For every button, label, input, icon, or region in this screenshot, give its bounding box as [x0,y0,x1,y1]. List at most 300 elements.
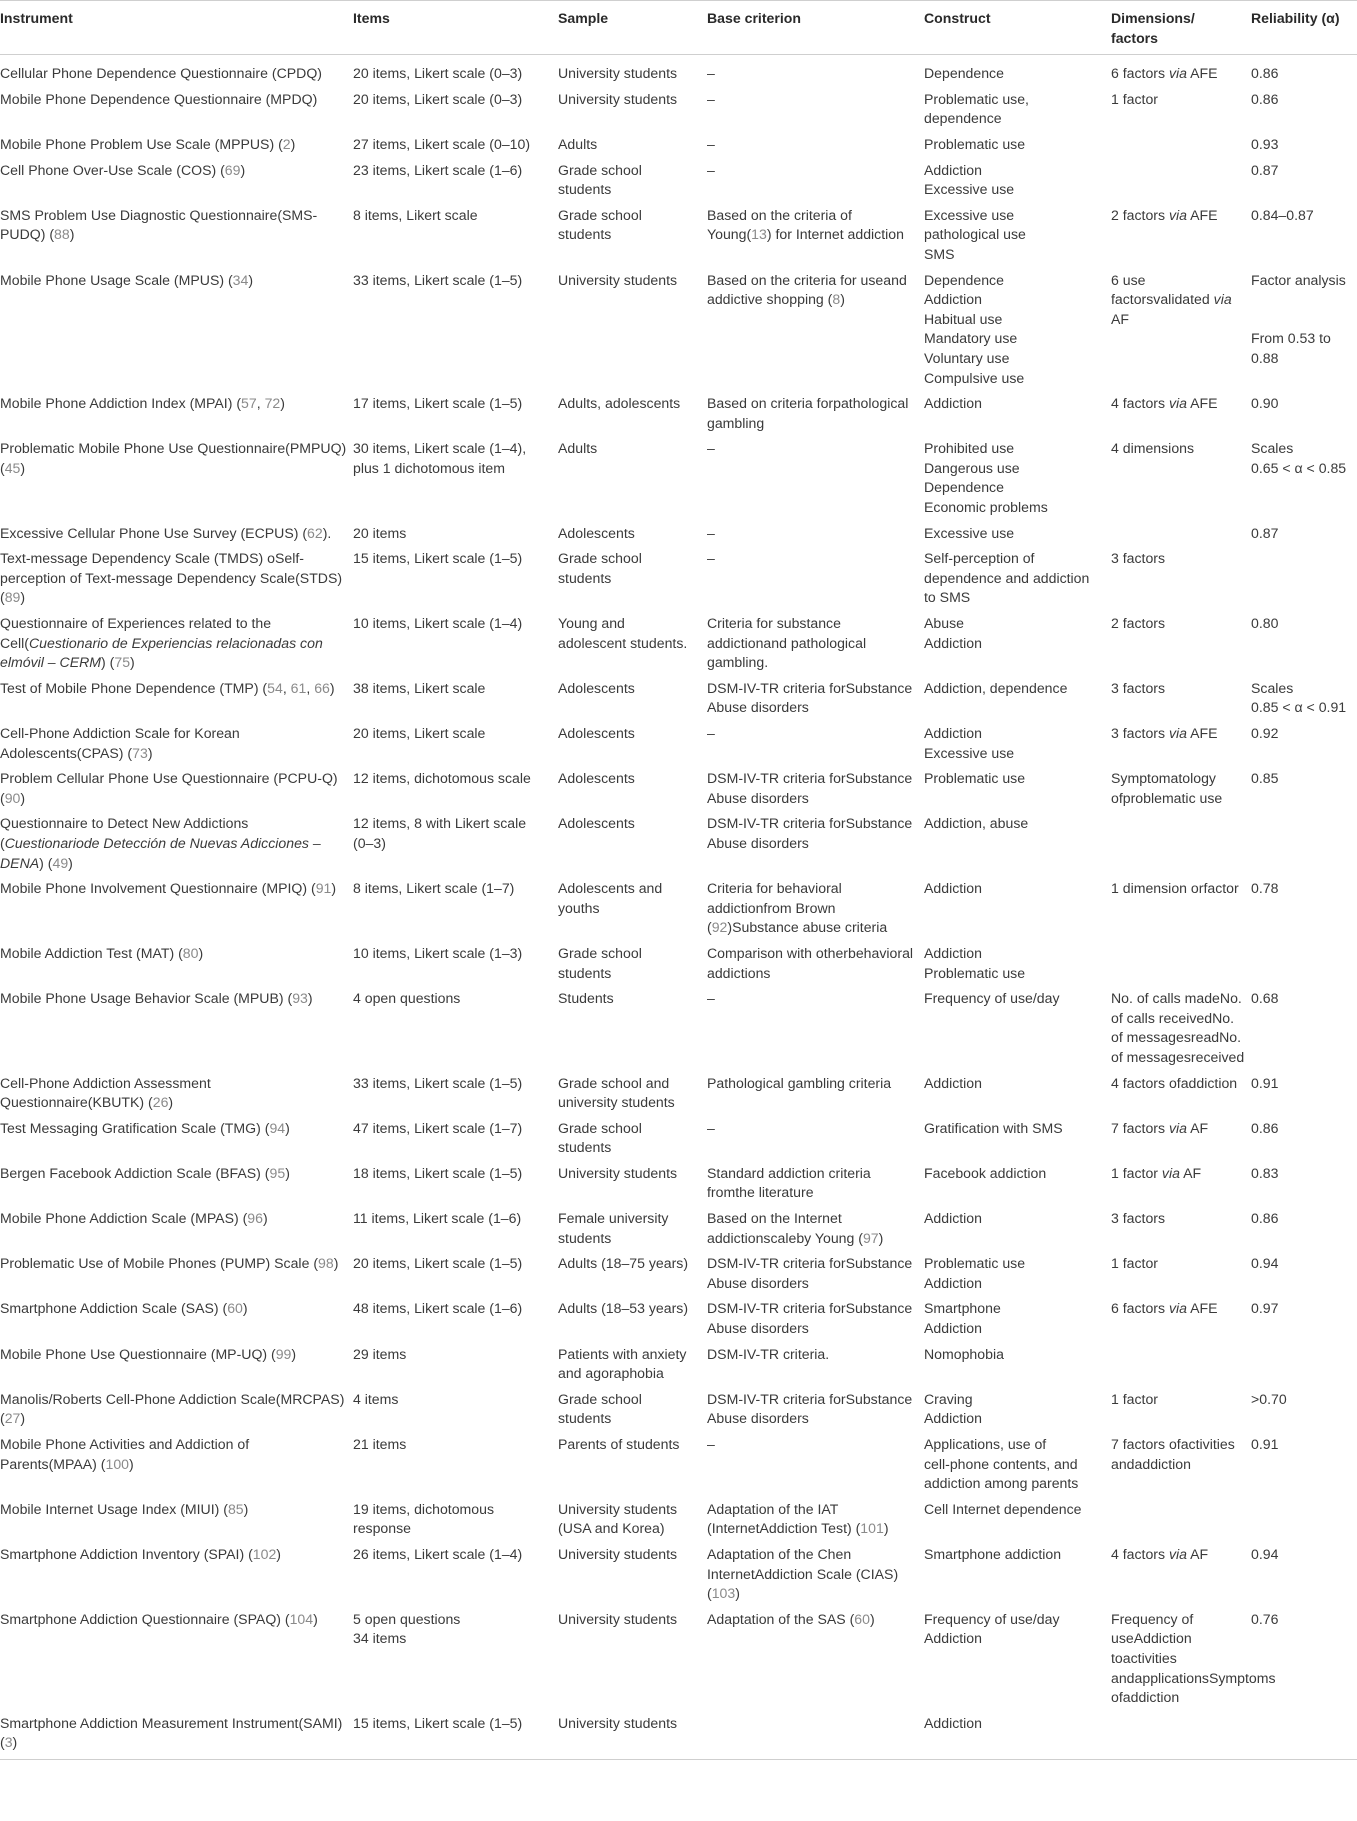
cell-reliability [1251,721,1357,766]
cell-line: (0–3) [353,834,386,851]
cell-line: dependence and addiction [924,569,1090,586]
cell-text: (STDS) ( [0,569,343,606]
table-row [0,203,1357,268]
reference-number: 104 [289,1610,314,1627]
cell-sample [558,1071,707,1116]
cell-text: Mobile Phone Involvement Questionnaire (MPIQ) ( [0,880,316,897]
cell-text: ) [280,395,285,412]
cell-sample [558,268,707,392]
cell-sample [558,203,707,268]
cell-text: ) [285,1164,290,1181]
reference-number: 13 [751,226,767,243]
reference-number: 93 [292,990,308,1007]
cell-instrument [0,811,353,876]
cell-text: DSM-IV-TR criteria for [707,1300,846,1317]
table-row [0,521,1357,547]
cell-text: – [707,161,715,178]
cell-text: (SAMI) ( [0,1714,343,1751]
cell-instrument [0,1542,353,1607]
cell-sample [558,391,707,436]
cell-line: Grade school [558,944,642,961]
cell-items [353,268,558,392]
cell-text: activities and [1111,1649,1177,1686]
cell-text: ) [12,1734,18,1751]
cell-base-criterion [707,1296,924,1341]
cell-items [353,986,558,1070]
cell-base-criterion [707,1342,924,1387]
cell-base-criterion [707,436,924,520]
cell-line: Abuse [924,615,964,632]
reference-number: 34 [232,271,249,288]
cell-text: Text-message Dependency Scale (TMDS) o [0,550,275,567]
cell-line: 20 items, Likert scale (0–3) [353,65,523,82]
cell-base-criterion [707,1711,924,1760]
cell-text: addiction [1122,1689,1180,1706]
cell-line: 20 items [353,524,407,541]
cell-text: DSM-IV-TR criteria for [707,770,846,787]
cell-line: Problematic use, [924,90,1029,107]
cell-items [353,55,558,87]
cell-text: addiction [1180,1074,1238,1091]
reference-number: 99 [275,1345,292,1362]
cell-text: ) [198,944,204,961]
cell-items [353,391,558,436]
cell-text: via [1168,206,1187,223]
cell-text: via [1168,1119,1187,1136]
cell-base-criterion [707,1071,924,1116]
reference-number: 100 [105,1455,129,1472]
cell-text: via [1213,291,1232,308]
reference-number: 73 [132,744,148,761]
cell-text: Substance Abuse disorders [707,1390,913,1427]
cell-instrument [0,55,353,87]
header-dimensions: Dimensions/ factors [1111,1,1251,55]
cell-text: (SMS-PUDQ) ( [0,206,318,243]
cell-line: Addiction [924,634,982,651]
table-row [0,436,1357,520]
cell-text: ) [242,1300,248,1317]
cell-text: (MRCPAS) ( [0,1390,345,1427]
cell-text: ) [840,291,845,308]
header-row [0,1,1357,55]
cell-items [353,676,558,721]
reference-number: 62 [307,524,323,541]
cell-sample [558,55,707,87]
cell-text: de Detección de Nuevas Adicciones – DENA [0,834,321,871]
cell-items [353,1607,558,1711]
cell-reliability [1251,676,1357,721]
cell-line: Self-perception of [924,550,1035,567]
cell-items [353,1206,558,1251]
cell-text: factor [1203,880,1239,897]
cell-text: Test of Mobile Phone Dependence (TMP) ( [0,679,268,696]
cell-text: AFE [1187,395,1218,412]
cell-reliability [1251,1607,1357,1711]
cell-line: Adults (18–75 years) [558,1255,689,1272]
cell-text: Substance Abuse disorders [707,815,913,851]
cell-text: 6 factors [1111,65,1169,82]
cell-sample [558,1161,707,1206]
cell-text: ) [285,1119,290,1136]
cell-instrument [0,1497,353,1542]
cell-text: ) [69,226,75,243]
cell-text: , [306,679,315,696]
cell-line: students [558,964,612,981]
cell-text: ) [878,1229,884,1246]
cell-text: received [1190,1048,1245,1065]
cell-line: University students [558,1610,678,1627]
cell-line: 0.68 [1251,990,1279,1007]
cell-text: 4 factors of [1111,1074,1181,1091]
cell-items [353,87,558,132]
cell-line: Voluntary use [924,349,1010,366]
cell-dimensions [1111,391,1251,436]
cell-text: Cuestionario de Experiencias relacionadas con el [0,634,323,671]
cell-line: Frequency of use/day [924,1610,1060,1627]
reference-number: 97 [862,1229,879,1246]
cell-text: – [707,90,715,107]
cell-text: – [707,135,715,152]
cell-line: Addiction [924,1320,982,1337]
cell-reliability [1251,986,1357,1070]
cell-items [353,1251,558,1296]
cell-line: Habitual use [924,310,1003,327]
cell-line: 20 items, Likert scale (1–5) [353,1255,523,1272]
reference-number: 8 [832,291,841,308]
cell-line: Parents of students [558,1436,680,1452]
cell-text: ) [262,1210,268,1227]
cell-dimensions [1111,766,1251,811]
cell-line: 0.85 < α < 0.91 [1251,699,1347,716]
table-row [0,941,1357,986]
cell-dimensions [1111,721,1251,766]
cell-reliability [1251,436,1357,520]
cell-text: Questionnaire to Detect New Addictions ( [0,815,249,851]
cell-construct [924,1711,1111,1760]
cell-line: Addiction [924,395,982,412]
cell-text: ) for Internet addiction [766,226,904,243]
table-row [0,1342,1357,1387]
cell-text: from Brown ( [707,899,836,936]
cell-reliability [1251,87,1357,132]
cell-line: Addiction [924,161,982,178]
cell-line: Adults [558,440,598,457]
cell-items [353,436,558,520]
cell-text: Problem Cellular Phone Use Questionnaire (PCPU-Q) [0,770,338,787]
cell-dimensions [1111,1116,1251,1161]
reference-number: 2 [282,135,291,152]
cell-sample [558,676,707,721]
cell-line: Addiction [924,1274,982,1291]
cell-line: 0.80 [1251,615,1279,632]
cell-dimensions [1111,55,1251,87]
cell-construct [924,1497,1111,1542]
cell-reliability [1251,391,1357,436]
cell-line: Nomophobia [924,1345,1004,1362]
cell-text: No. of messages [1111,1029,1242,1065]
cell-line: 11 items, Likert scale (1–6) [353,1210,522,1227]
cell-line: Adolescents [558,725,635,741]
table-row [0,1206,1357,1251]
reference-number: 60 [854,1610,870,1627]
cell-text: Cell-Phone Addiction Assessment Questionnaire [0,1074,211,1111]
cell-text: Mobile Phone Use Questionnaire (MP-UQ) ( [0,1345,276,1362]
cell-line: 29 items [353,1345,407,1362]
cell-dimensions [1111,1387,1251,1432]
cell-line: to SMS [924,589,971,606]
cell-line: 0.91 [1251,1074,1279,1091]
cell-sample [558,766,707,811]
cell-instrument [0,87,353,132]
cell-construct [924,203,1111,268]
cell-line: Dependence [924,271,1004,288]
cell-text: ) [243,1500,249,1517]
cell-text: ) [333,1255,339,1272]
cell-text: AFE [1187,206,1218,223]
cell-sample [558,1296,707,1341]
cell-line: 21 items [353,1436,407,1452]
cell-line: university students [558,1094,675,1111]
cell-line: 30 items, Likert scale (1–4), [353,440,527,457]
cell-sample [558,721,707,766]
cell-sample [558,1387,707,1432]
cell-items [353,1161,558,1206]
reference-number: 26 [152,1094,169,1111]
cell-text: via [1168,1300,1187,1317]
cell-line: Economic problems [924,499,1048,516]
cell-text: Cuestionario [4,834,84,851]
cell-instrument [0,1161,353,1206]
cell-line: University students [558,1545,678,1562]
reference-number: 3 [4,1734,13,1751]
cell-line: Female university [558,1210,669,1227]
cell-text: Symptomatology of [1111,770,1216,806]
cell-text: Substance Abuse disorders [707,679,913,716]
cell-instrument [0,1206,353,1251]
cell-sample [558,1432,707,1497]
cell-text: via [1168,65,1187,82]
table-row [0,876,1357,941]
cell-text: Mobile Phone Addiction Index (MPAI) ( [0,395,242,412]
reference-number: 96 [247,1210,263,1227]
cell-reliability [1251,158,1357,203]
cell-reliability [1251,546,1357,611]
table-row [0,676,1357,721]
cell-sample [558,1607,707,1711]
reference-number: 69 [224,161,241,178]
cell-line: 33 items, Likert scale (1–5) [353,271,523,288]
cell-line: Adolescents [558,679,635,696]
cell-text: Substance Abuse disorders [707,1300,913,1337]
cell-items [353,546,558,611]
cell-text: activities and [1111,1436,1235,1472]
cell-base-criterion [707,766,924,811]
table-row [0,132,1357,158]
cell-construct [924,811,1111,876]
cell-text: 1 factor [1111,1390,1159,1407]
cell-construct [924,876,1111,941]
cell-base-criterion [707,1251,924,1296]
cell-construct [924,436,1111,520]
cell-sample [558,521,707,547]
cell-line: Excessive use [924,524,1015,541]
cell-text: Pathological gambling criteria [707,1074,892,1091]
cell-line: 0.91 [1251,1436,1279,1452]
cell-sample [558,1542,707,1607]
cell-line: (USA and Korea) [558,1520,665,1537]
cell-instrument [0,876,353,941]
cell-text: 1 dimension or [1111,880,1204,897]
header-instrument: Instrument [0,1,353,55]
table-body [0,55,1357,1760]
reference-number: 54 [267,679,283,696]
header-items: Items [353,1,558,55]
cell-line: Dangerous use [924,459,1020,476]
cell-items [353,203,558,268]
reference-number: 75 [114,654,131,671]
cell-base-criterion [707,132,924,158]
cell-line: 0.86 [1251,1210,1279,1227]
cell-instrument [0,676,353,721]
cell-line: response [353,1520,411,1537]
cell-construct [924,1161,1111,1206]
table-row [0,158,1357,203]
cell-text: Mobile Phone Addiction Scale (MPAS) ( [0,1210,248,1227]
cell-reliability [1251,1251,1357,1296]
cell-line: University students [558,1714,678,1731]
cell-reliability [1251,268,1357,392]
cell-text: Test Messaging Gratification Scale (TMG) ( [0,1119,270,1136]
cell-line: 0.76 [1251,1610,1279,1627]
cell-base-criterion [707,268,924,392]
cell-construct [924,1387,1111,1432]
cell-text: (MPAA) ( [48,1455,106,1472]
cell-line: Problematic use [924,135,1026,152]
cell-line: Grade school and [558,1074,670,1091]
cell-line: Grade school [558,1119,642,1136]
table-row [0,1387,1357,1432]
cell-dimensions [1111,1342,1251,1387]
cell-reliability [1251,1497,1357,1542]
cell-reliability [1251,55,1357,87]
cell-base-criterion [707,676,924,721]
table-row [0,986,1357,1070]
cell-dimensions [1111,436,1251,520]
cell-line: 0.87 [1251,524,1279,541]
cell-line: 20 items, Likert scale (0–3) [353,90,523,107]
cell-line: Adolescents [558,524,635,541]
cell-text: 1 factor [1111,1255,1159,1272]
cell-line: pathological use [924,226,1026,243]
cell-line: plus 1 dichotomous item [353,459,505,476]
cell-instrument [0,941,353,986]
cell-line: 4 open questions [353,990,461,1007]
cell-construct [924,941,1111,986]
table-row [0,1542,1357,1607]
cell-items [353,1071,558,1116]
cell-text: Mobile Internet Usage Index (MIUI) ( [0,1500,228,1517]
cell-text: Mobile Phone Dependence Questionnaire (MPDQ) [0,90,318,107]
cell-text: 3 factors [1111,725,1169,741]
reference-number: 102 [252,1545,277,1562]
cell-line: Smartphone addiction [924,1545,1062,1562]
cell-dimensions [1111,521,1251,547]
cell-text: 4 dimensions [1111,440,1195,457]
cell-sample [558,132,707,158]
reference-number: 95 [269,1164,286,1181]
cell-text: Adaptation of the SAS ( [707,1610,855,1627]
cell-text: 1 factor [1111,90,1159,107]
cell-line: Adults (18–53 years) [558,1300,689,1317]
cell-text: and addictive shopping ( [707,271,907,308]
cell-sample [558,436,707,520]
reference-number: 61 [290,679,307,696]
cell-text: ) [147,744,153,761]
cell-line: addiction among parents [924,1475,1079,1492]
header-construct: Construct [924,1,1111,55]
cell-instrument [0,436,353,520]
cell-dimensions [1111,1542,1251,1607]
reference-number: 103 [711,1585,736,1602]
cell-items [353,611,558,676]
cell-text: ) [331,880,337,897]
cell-text: AFE [1187,1300,1218,1317]
cell-line: 10 items, Likert scale (1–4) [353,615,523,632]
cell-construct [924,87,1111,132]
cell-line: 48 items, Likert scale (1–6) [353,1300,523,1317]
cell-construct [924,1342,1111,1387]
cell-base-criterion [707,1161,924,1206]
cell-sample [558,1251,707,1296]
cell-construct [924,1296,1111,1341]
table-row [0,721,1357,766]
reference-number: 89 [4,589,21,606]
cell-instrument [0,1432,353,1497]
cell-instrument [0,1342,353,1387]
reference-number: 72 [264,395,281,412]
cell-text: – [707,550,715,567]
cell-text: AFE [1187,65,1218,82]
cell-line: 4 items [353,1390,399,1407]
cell-line: 38 items, Likert scale [353,679,486,696]
cell-line: 12 items, dichotomous scale [353,770,531,787]
cell-text: pathological gambling [707,395,909,431]
cell-dimensions [1111,1711,1251,1760]
cell-line: Excessive use [924,181,1015,198]
cell-text: Mobile Phone Usage Scale (MPUS) ( [0,271,233,288]
cell-base-criterion [707,941,924,986]
cell-line: 0.86 [1251,65,1279,82]
cell-text: addiction [1134,1455,1191,1472]
cell-items [353,1116,558,1161]
cell-base-criterion [707,611,924,676]
cell-dimensions [1111,132,1251,158]
cell-line: students [558,1410,612,1427]
cell-text: Based on criteria for [707,395,834,412]
table-row [0,546,1357,611]
cell-instrument [0,521,353,547]
cell-line: students [558,569,612,586]
cell-base-criterion [707,203,924,268]
cell-construct [924,1116,1111,1161]
cell-line: Craving [924,1390,973,1407]
cell-text: AF [1111,310,1130,327]
cell-line: Addiction [924,1630,982,1647]
cell-line: Cell Internet dependence [924,1500,1082,1517]
cell-line: Addiction [924,1210,982,1227]
cell-text: No. of calls made [1111,990,1220,1007]
cell-text: ) [168,1094,174,1111]
